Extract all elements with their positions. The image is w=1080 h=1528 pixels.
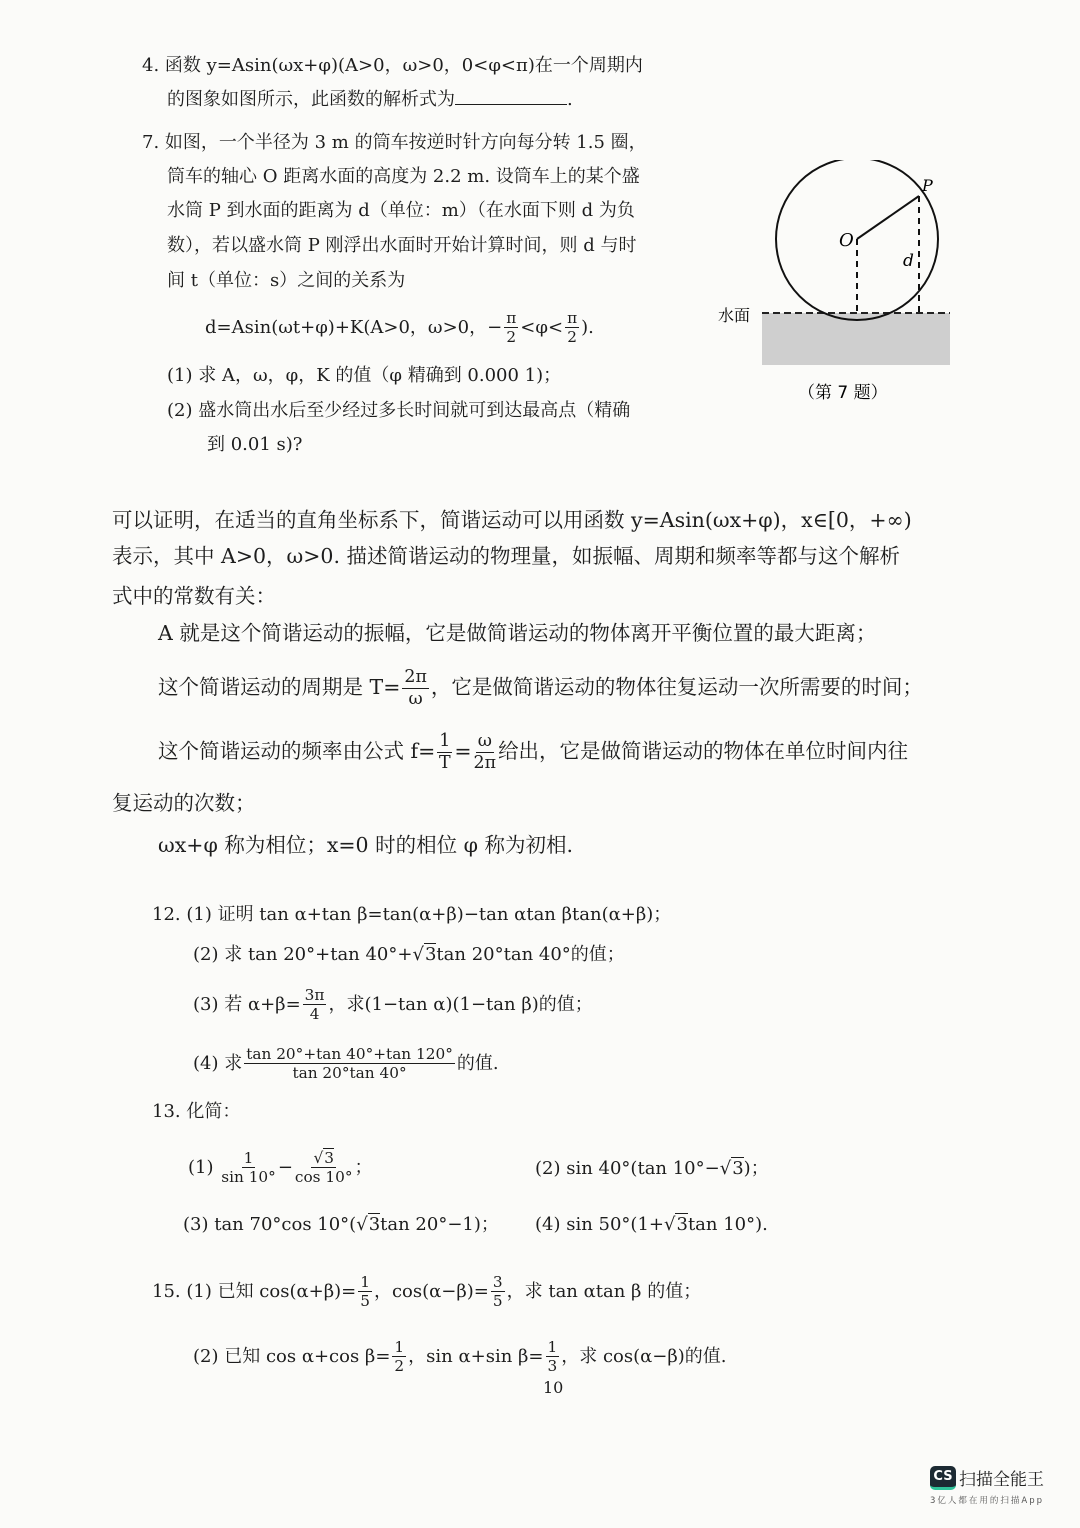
para-line: 可以证明，在适当的直角坐标系下，简谐运动可以用函数 y=Asin(ωx+φ)，x∈[0，+∞) [112, 508, 912, 532]
numerator: π [506, 308, 517, 327]
fraction [392, 1337, 406, 1375]
text: (2) sin 40°(tan 10°− [535, 1158, 720, 1179]
q12-line-2: (2) 求 tan 20°+tan 40°+√3tan 20°tan 40°的值； [193, 944, 625, 965]
q4-text: 的图象如图所示，此函数的解析式为 [167, 89, 455, 110]
denominator: 5 [360, 1292, 370, 1310]
fraction-pi-over-2 [504, 308, 518, 346]
q7-formula [205, 308, 594, 348]
numerator: 1 [439, 731, 451, 752]
text: − [277, 1157, 293, 1178]
text: tan 20°tan 40°的值； [436, 944, 625, 965]
sqrt-radicand: 3 [368, 1214, 381, 1235]
radius-line [857, 196, 919, 239]
denominator: ω [408, 688, 423, 709]
fraction [491, 1272, 505, 1310]
sqrt-radicand: 3 [732, 1158, 744, 1179]
q7-line: 数），若以盛水筒 P 刚浮出水面时开始计算时间，则 d 与时 [167, 235, 637, 256]
q15-line-1 [152, 1270, 701, 1314]
fraction-tan-sum [244, 1044, 455, 1082]
text: (1) [188, 1157, 214, 1178]
q13-part-1 [188, 1146, 373, 1190]
denominator: 2π [473, 752, 497, 773]
water-wheel-diagram [712, 160, 962, 410]
formula-start: d=Asin(ωt+φ)+K(A>0，ω>0，− [205, 317, 503, 338]
q4-line-1: 4. 函数 y=Asin(ωx+φ)(A>0，ω>0，0<φ<π)在一个周期内 [142, 55, 643, 76]
scanner-watermark [930, 1465, 1044, 1506]
numerator: 1 [547, 1337, 558, 1356]
text: 的值. [456, 1053, 499, 1074]
fraction-sqrt3-over-cos10 [294, 1148, 353, 1186]
fraction-2pi-over-omega [402, 669, 429, 708]
camscanner-logo-icon: CS [930, 1466, 956, 1490]
denominator: 4 [309, 1005, 320, 1023]
q13-part-3: (3) tan 70°cos 10°(√3tan 20°−1)； [183, 1214, 499, 1235]
denominator: 5 [492, 1292, 503, 1310]
q13-part-2: (2) sin 40°(tan 10°−√3)； [535, 1158, 769, 1179]
label-p: P [922, 176, 933, 195]
q12-line-3 [193, 984, 593, 1026]
para-frequency-line [158, 728, 908, 774]
denominator: 2 [394, 1357, 405, 1375]
para-line: 复运动的次数； [112, 791, 256, 815]
figure-caption: （第 7 题） [798, 383, 888, 403]
page-number: 10 [543, 1378, 564, 1397]
q4-line-2 [167, 88, 573, 112]
para-line: 表示，其中 A>0，ω>0. 描述简谐运动的物理量，如振幅、周期和频率等都与这个解析 [112, 544, 901, 568]
text: (4) 求 [193, 1053, 243, 1074]
denominator: 3 [547, 1357, 558, 1375]
numerator: 3π [304, 985, 325, 1004]
q4-period: . [567, 89, 573, 110]
numerator: √3 [313, 1148, 334, 1167]
q7-sub-1: (1) 求 A，ω，φ，K 的值（φ 精确到 0.000 1)； [167, 365, 562, 386]
numerator: tan 20°+tan 40°+tan 120° [246, 1044, 453, 1063]
para-period-line [158, 664, 923, 710]
fraction-1-over-sin10 [221, 1148, 276, 1186]
q13-part-4: (4) sin 50°(1+√3tan 10°). [535, 1214, 768, 1235]
para-line: 式中的常数有关： [112, 584, 276, 608]
numerator: 1 [360, 1272, 370, 1291]
q7-line: 筒车的轴心 O 距离水面的高度为 2.2 m. 设筒车上的某个盛 [167, 166, 640, 187]
q7-sub-2-cont: 到 0.01 s)? [207, 434, 303, 455]
fraction [546, 1337, 560, 1375]
numerator: ω [477, 731, 492, 752]
q7-line: 7. 如图，一个半径为 3 m 的筒车按逆时针方向每分转 1.5 圈， [142, 132, 647, 153]
text: ，cos(α−β)= [373, 1281, 489, 1302]
fraction-pi-over-2 [565, 308, 579, 346]
text: tan 20°−1)； [380, 1214, 499, 1235]
text: (2) 已知 cos α+cos β= [193, 1346, 391, 1367]
numerator: 3 [492, 1272, 503, 1291]
label-d: d [903, 251, 914, 271]
text: tan 10°). [687, 1214, 768, 1235]
numerator: 1 [394, 1337, 405, 1356]
sqrt-radicand: 3 [676, 1214, 688, 1235]
para-line: A 就是这个简谐运动的振幅，它是做简谐运动的物体离开平衡位置的最大距离； [158, 621, 877, 645]
watermark-tagline: 3亿人都在用的扫描App [930, 1496, 1045, 1506]
q15-line-2 [193, 1335, 727, 1379]
text: = [454, 739, 472, 763]
text: ； [354, 1157, 373, 1178]
q12-line-1: 12. (1) 证明 tan α+tan β=tan(α+β)−tan αtan βtan(α+β)； [152, 904, 672, 925]
sqrt-radicand: 3 [324, 1148, 334, 1167]
answer-blank [455, 88, 567, 105]
formula-mid: <φ< [520, 317, 564, 338]
text: ，求(1−tan α)(1−tan β)的值； [328, 994, 593, 1015]
label-o: O [839, 230, 854, 251]
watermark-name: 扫描全能王 [959, 1470, 1044, 1490]
denominator: T [439, 752, 451, 773]
text: 这个简谐运动的频率由公式 f= [158, 739, 436, 763]
text: (2) 求 tan 20°+tan 40°+ [193, 944, 413, 965]
text: (3) 若 α+β= [193, 994, 301, 1015]
numerator: 1 [243, 1148, 254, 1167]
q7-line: 水筒 P 到水面的距离为 d（单位：m）（在水面下则 d 为负 [167, 200, 635, 221]
text: ，sin α+sin β= [408, 1346, 544, 1367]
water-wheel-figure [712, 160, 962, 414]
text: (3) tan 70°cos 10°( [183, 1214, 357, 1235]
fraction-3pi-over-4 [303, 985, 327, 1023]
text: ，它是做简谐运动的物体往复运动一次所需要的时间； [430, 675, 923, 699]
label-water: 水面 [718, 306, 751, 325]
denominator: sin 10° [221, 1168, 276, 1186]
text: (4) sin 50°(1+ [535, 1214, 664, 1235]
numerator: π [567, 308, 578, 327]
fraction [358, 1272, 372, 1310]
formula-end: ). [581, 317, 594, 338]
text: )； [743, 1158, 769, 1179]
denominator: 2 [567, 328, 577, 346]
q7-sub-2: (2) 盛水筒出水后至少经过多长时间就可到达最高点（精确 [167, 400, 631, 421]
sqrt-radicand: 3 [424, 944, 437, 965]
numerator: 2π [404, 667, 427, 688]
text: 这个简谐运动的周期是 T= [158, 675, 401, 699]
q13-title: 13. 化简： [152, 1101, 241, 1122]
para-line: ωx+φ 称为相位；x=0 时的相位 φ 称为初相. [158, 833, 574, 857]
text: ，求 cos(α−β)的值. [561, 1346, 727, 1367]
fraction-1-over-t [437, 733, 452, 772]
text: 15. (1) 已知 cos(α+β)= [152, 1281, 357, 1302]
denominator: tan 20°tan 40° [292, 1064, 407, 1082]
denominator: 2 [506, 328, 517, 346]
text: ，求 tan αtan β 的值； [506, 1281, 702, 1302]
q7-line: 间 t（单位：s）之间的关系为 [167, 270, 406, 291]
q12-line-4 [193, 1042, 499, 1086]
denominator: cos 10° [294, 1168, 353, 1186]
text: 给出，它是做简谐运动的物体在单位时间内往 [498, 739, 909, 763]
fraction-omega-over-2pi [474, 733, 497, 772]
